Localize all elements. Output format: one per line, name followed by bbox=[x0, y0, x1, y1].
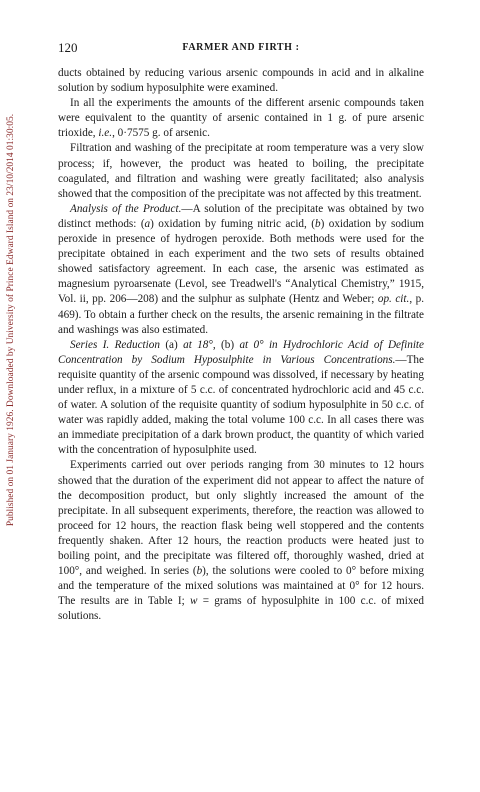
page-header bbox=[58, 40, 424, 56]
section-heading-analysis: Analysis of the Product. bbox=[70, 202, 182, 215]
download-watermark bbox=[3, 40, 19, 600]
paragraph-filtration: Filtration and washing of the precipitate at room temperature was a very slow process; if, however, the product was heated to boiling, the precipitate coagulated, and filtration and washing were greatly facilitated; also analysis showed that the composition of the precipitate was not affected by this treatment. bbox=[58, 142, 424, 200]
paragraph-analysis: Analysis of the Product.—A solution of the precipitate was obtained by two distinct methods: (a) oxidation by fuming nitric acid, (b) oxidation by sodium peroxide in presence of hydrogen peroxide. Both methods were used for the precipitate obtained in each experiment and the two sets of results obtained showed satisfactory agreement. In each case, the arsenic was estimated as magnesium pyroarsenate (Levol, see Treadwell's “Analytical Chemistry,” 1915, Vol. ii, pp. 206—208) and the sulphur as sulphate (Hentz and Weber; op. cit., p. 469). To obtain a further check on the results, the arsenic remaining in the filtrate and washings was also estimated. bbox=[58, 202, 424, 336]
running-head: FARMER AND FIRTH : bbox=[182, 42, 300, 53]
body-text bbox=[58, 66, 424, 624]
paragraph-equivalence: In all the experiments the amounts of the different arsenic compounds taken were equivalent to the quantity of arsenic contained in 1 g. of pure arsenic trioxide, i.e., 0·7575 g. of arsenic. bbox=[58, 97, 424, 140]
paragraph-continuation: ducts obtained by reducing various arsenic compounds in acid and in alkaline solution by sodium hyposulphite were examined. bbox=[58, 67, 424, 95]
paragraph-experiments: Experiments carried out over periods ranging from 30 minutes to 12 hours showed that the duration of the experiment did not appear to affect the nature of the decomposition product, but only slightly increased the amount of the precipitate. In all subsequent experiments, therefore, the reaction was allowed to proceed for 12 hours, the reaction flask being well stoppered and the contents frequently shaken. After 12 hours, the reaction products were heated just to boiling point, and the precipitate was filtered off, thoroughly washed, dried at 100°, and weighed. In series (b), the solutions were cooled to 0° before mixing and the temperature of the mixed solutions was maintained at 0° for 12 hours. The results are in Table I; w = grams of hyposulphite in 100 c.c. of mixed solutions. bbox=[58, 459, 424, 623]
page-number: 120 bbox=[58, 40, 78, 55]
download-notice: Published on 01 January 1926. Downloaded by University of Prince Edward Island on 23/10/2014 01:30:05. bbox=[6, 113, 16, 527]
section-heading-series-one: Series I. Reduction bbox=[70, 338, 160, 351]
paragraph-series-one: Series I. Reduction (a) at 18°, (b) at 0° in Hydrochloric Acid of Definite Concentration by Sodium Hyposulphite in Various Concentrations.—The requisite quantity of the arsenic compound was dissolved, if necessary by heating under reflux, in a mixture of 5 c.c. of concentrated hydrochloric acid and 45 c.c. of water. A solution of the requisite quantity of sodium hyposulphite in 50 c.c. of water was rapidly added, making the total volume 100 c.c. In all cases there was an immediate precipitation of a dark brown product, the quantity of which varied with the concentration of hyposulphite used. bbox=[58, 338, 424, 457]
